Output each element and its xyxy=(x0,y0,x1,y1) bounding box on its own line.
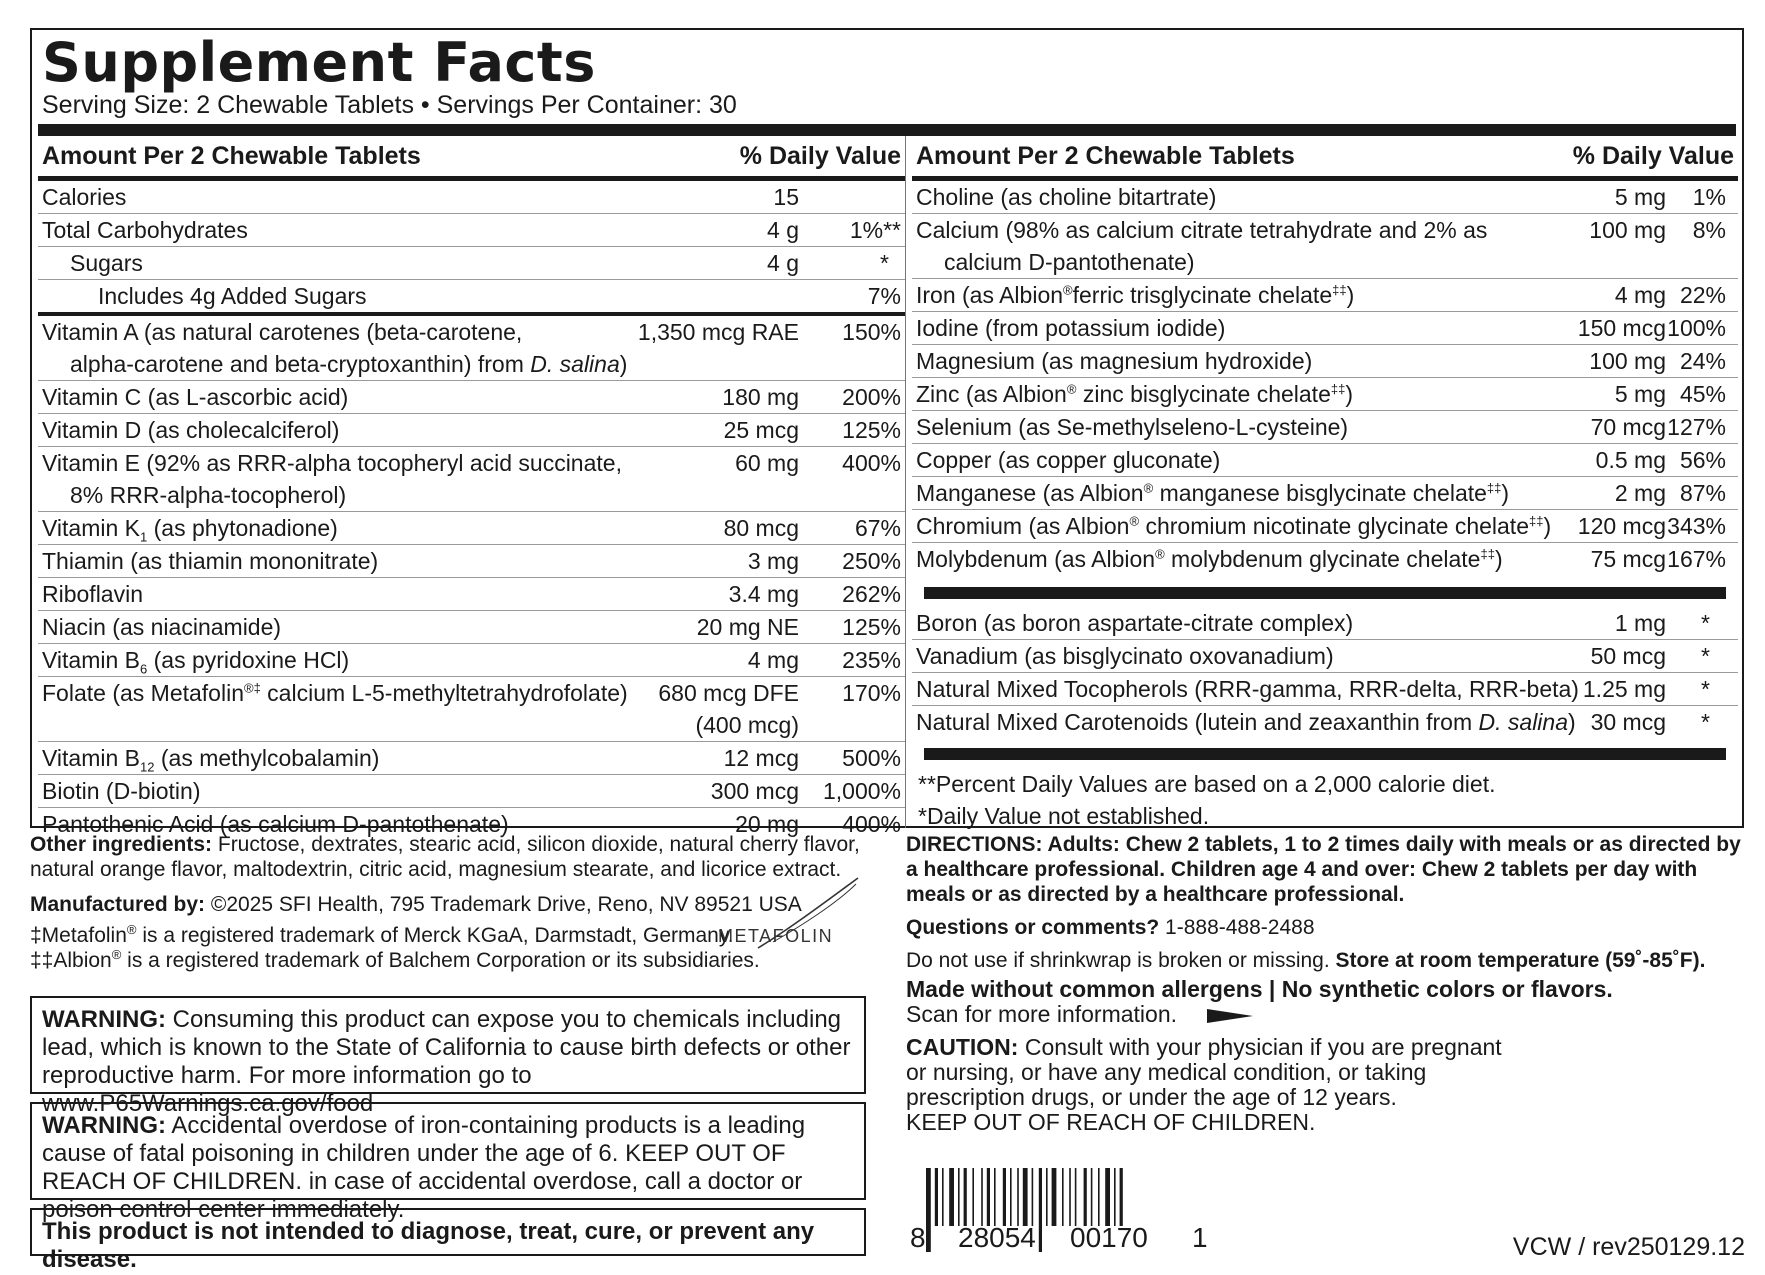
name-text: Iron (as Albion xyxy=(916,282,1064,308)
nutrient-row xyxy=(912,640,1738,673)
prop65-warning xyxy=(30,996,866,1117)
nutrient-amount: 5 mg xyxy=(1614,184,1666,210)
name-text: Natural Mixed Carotenoids (lutein and zeaxanthin from xyxy=(916,709,1479,735)
nutrient-amount: 3.4 mg xyxy=(728,581,799,607)
barcode-bar xyxy=(1105,1168,1110,1226)
nutrient-name: Vitamin D (as cholecalciferol) xyxy=(42,417,340,443)
nutrient-dv: 1,000% xyxy=(822,778,901,804)
name-text-post: zinc bisglycinate chelate xyxy=(1076,381,1331,407)
barcode-bar xyxy=(1052,1168,1057,1226)
name-text: Folate (as Metafolin xyxy=(42,680,244,706)
nutrient-name: Sugars xyxy=(70,250,143,276)
name-text: Vitamin K xyxy=(42,515,141,541)
nutrient-dv: 400% xyxy=(842,811,901,837)
name-text-end: ) xyxy=(1494,546,1503,572)
species-italic: D. salina xyxy=(1478,709,1568,735)
facts-title: Supplement Facts xyxy=(42,31,596,94)
name-superscript-2: ‡‡ xyxy=(1486,480,1502,496)
name-text-post: (as methylcobalamin) xyxy=(154,745,380,771)
name-superscript: ®‡ xyxy=(243,680,261,696)
nutrient-dv: 87% xyxy=(1679,480,1726,506)
name-superscript-2: ‡‡ xyxy=(1528,513,1544,529)
scan-note xyxy=(906,1002,1746,1027)
warning-label: WARNING: xyxy=(42,1112,166,1139)
column-header xyxy=(912,136,1738,181)
nutrient-dv: 8% xyxy=(1692,217,1726,243)
barcode-bar xyxy=(942,1168,944,1226)
directions: DIRECTIONS: Adults: Chew 2 tablets, 1 to 2 times daily with meals or as directed by a healthcare professional. Children age 4 and over: Chew 2 tablets per day with meals or as directed by a healthcare professional. xyxy=(906,833,1741,906)
nutrient-row xyxy=(912,378,1738,411)
nutrient-amount: 180 mg xyxy=(722,384,799,410)
name-superscript: ® xyxy=(1143,480,1154,496)
nutrient-amount: 70 mcg xyxy=(1590,414,1666,440)
section-bar xyxy=(924,587,1726,599)
name-line-2: 8% RRR-alpha-tocopherol) xyxy=(70,482,347,508)
name-text: Zinc (as Albion xyxy=(916,381,1067,407)
nutrient-dv: 150% xyxy=(842,319,901,345)
nutrient-dv: * xyxy=(1701,643,1710,669)
name-line-1: Vitamin E (92% as RRR-alpha tocopheryl acid succinate, xyxy=(42,450,622,476)
nutrient-row xyxy=(38,247,905,280)
nutrient-name: Vitamin C (as L-ascorbic acid) xyxy=(42,384,349,410)
keep-out-note: KEEP OUT OF REACH OF CHILDREN. xyxy=(906,1109,1316,1135)
nutrient-name: Boron (as boron aspartate-citrate complex) xyxy=(916,610,1354,636)
barcode-bar xyxy=(1039,1168,1042,1252)
nutrient-name xyxy=(42,316,627,380)
barcode-bar xyxy=(987,1168,990,1226)
nutrient-amount: 50 mcg xyxy=(1590,643,1666,669)
nutrient-dv: 125% xyxy=(842,614,901,640)
nutrient-dv: 127% xyxy=(1667,414,1726,440)
warning-label: WARNING: xyxy=(42,1006,166,1033)
name-text-post: calcium L-5-methyltetrahydrofolate) xyxy=(260,680,628,706)
barcode-bar xyxy=(949,1168,954,1226)
barcode-bar xyxy=(1046,1168,1048,1226)
nutrient-amount: 300 mcg xyxy=(710,778,799,804)
fda-disclaimer: This product is not intended to diagnose, treat, cure, or prevent any disease. xyxy=(30,1208,866,1256)
nutrient-name: Vanadium (as bisglycinato oxovanadium) xyxy=(916,643,1334,669)
nutrient-name: Includes 4g Added Sugars xyxy=(98,283,367,309)
nutrient-amount: 20 mg NE xyxy=(696,614,799,640)
supplement-facts-panel xyxy=(30,28,1744,837)
nutrient-row xyxy=(912,543,1738,575)
nutrient-name: Biotin (D-biotin) xyxy=(42,778,201,804)
nutrient-row xyxy=(912,411,1738,444)
nutrient-amount: 4 g xyxy=(767,250,799,276)
nutrient-row xyxy=(38,644,905,677)
footnote-not-established: *Daily Value not established. xyxy=(918,803,1210,829)
caution-label: CAUTION: xyxy=(906,1034,1019,1060)
amount-line-1: 680 mcg DFE xyxy=(658,680,799,706)
barcode-bar xyxy=(1084,1168,1087,1226)
nutrient-dv: * xyxy=(880,250,889,276)
nutrient-row xyxy=(38,280,905,316)
nutrient-name xyxy=(42,644,349,676)
nutrient-dv: 262% xyxy=(842,581,901,607)
revision-code: VCW / rev250129.12 xyxy=(1512,1233,1745,1261)
nutrient-row xyxy=(912,312,1738,345)
nutrient-amount: 1.25 mg xyxy=(1582,676,1666,702)
amount-line-2: (400 mcg) xyxy=(695,712,799,738)
nutrient-amount xyxy=(658,677,799,741)
barcode-bar xyxy=(972,1168,974,1226)
nutrient-dv: 200% xyxy=(842,384,901,410)
name-line-1: Vitamin A (as natural carotenes (beta-carotene, xyxy=(42,319,523,345)
allergen-note: Made without common allergens | No synthetic colors or flavors. xyxy=(906,976,1613,1002)
barcode-bar xyxy=(1075,1168,1077,1226)
nutrient-amount: 5 mg xyxy=(1614,381,1666,407)
manufacturer-text: ©2025 SFI Health, 795 Trademark Drive, Reno, NV 89521 USA xyxy=(205,893,802,916)
registered-mark: ® xyxy=(126,922,137,937)
nutrient-dv: 1% xyxy=(1692,184,1726,210)
nutrient-name: Iodine (from potassium iodide) xyxy=(916,315,1226,341)
nutrient-name: Total Carbohydrates xyxy=(42,217,248,243)
nutrient-row xyxy=(912,279,1738,312)
nutrient-amount: 75 mcg xyxy=(1590,546,1666,572)
barcode-bar xyxy=(1017,1168,1019,1226)
column-divider xyxy=(905,136,906,828)
nutrient-dv: * xyxy=(1701,676,1710,702)
trademark-2-text: is a registered trademark of Balchem Corporation or its subsidiaries. xyxy=(121,949,760,972)
nutrient-dv: * xyxy=(1701,709,1710,735)
nutrient-name xyxy=(916,378,1353,410)
barcode-digit-last: 1 xyxy=(1192,1222,1208,1253)
nutrient-row xyxy=(38,578,905,611)
bottom-right-info xyxy=(906,832,1746,1135)
nutrient-dv: 170% xyxy=(842,680,901,706)
name-line-2-end: ) xyxy=(619,351,628,377)
nutrient-dv: 167% xyxy=(1667,546,1726,572)
nutrient-amount: 20 mg xyxy=(735,811,799,837)
nutrient-amount: 60 mg xyxy=(735,450,799,476)
barcode-digits-left: 28054 xyxy=(958,1222,1036,1253)
name-text-post: chromium nicotinate glycinate chelate xyxy=(1139,513,1529,539)
nutrient-row xyxy=(38,742,905,775)
nutrient-row xyxy=(38,181,905,214)
nutrient-row xyxy=(38,447,905,512)
barcode-bar xyxy=(1062,1168,1064,1226)
species-italic: D. salina xyxy=(530,351,620,377)
name-text-end: ) xyxy=(1346,282,1355,308)
barcode-bar xyxy=(964,1168,967,1226)
name-superscript: ® xyxy=(1129,513,1140,529)
nutrient-name xyxy=(42,447,622,511)
nutrient-name xyxy=(916,510,1551,542)
storage-note: Store at room temperature (59˚-85˚F). xyxy=(1335,949,1706,972)
nutrient-name: Copper (as copper gluconate) xyxy=(916,447,1221,473)
trademark-2-name: ‡‡Albion xyxy=(30,949,112,972)
nutrient-name: Niacin (as niacinamide) xyxy=(42,614,282,640)
facts-left-column xyxy=(38,136,905,840)
nutrient-row xyxy=(912,345,1738,378)
nutrient-row xyxy=(38,414,905,447)
name-line-1: Calcium (98% as calcium citrate tetrahydrate and 2% as xyxy=(916,217,1488,243)
nutrient-dv: 500% xyxy=(842,745,901,771)
name-text-end: ) xyxy=(1568,709,1576,735)
name-superscript: ® xyxy=(1155,546,1165,562)
barcode-bar xyxy=(994,1168,996,1226)
barcode-bar xyxy=(1023,1168,1028,1226)
footnote-daily-values: **Percent Daily Values are based on a 2,000 calorie diet. xyxy=(918,771,1496,797)
name-line-2: calcium D-pantothenate) xyxy=(944,249,1195,275)
nutrient-amount: 3 mg xyxy=(747,548,799,574)
nutrient-name xyxy=(42,677,628,709)
nutrient-dv: 1%** xyxy=(849,217,901,243)
name-superscript-2: ‡‡ xyxy=(1330,381,1346,397)
name-text: Vitamin B xyxy=(42,745,141,771)
barcode-bar xyxy=(1114,1168,1116,1226)
warning-text: Consuming this product can expose you to chemicals including lead, which is known to the State of California to cause birth defects or other reproductive harm. For more information go to www.P65Warnings.ca.gov/food xyxy=(42,1006,851,1117)
name-line-2 xyxy=(42,348,627,380)
nutrient-amount: 120 mcg xyxy=(1577,513,1666,539)
storage-notes xyxy=(906,948,1746,973)
nutrient-row xyxy=(38,611,905,644)
nutrient-name xyxy=(916,214,1487,278)
nutrient-row xyxy=(912,510,1738,543)
serving-info: Serving Size: 2 Chewable Tablets • Servings Per Container: 30 xyxy=(42,91,737,119)
header-amount: Amount Per 2 Chewable Tablets xyxy=(42,142,421,170)
nutrient-dv: 45% xyxy=(1679,381,1726,407)
trademark-1-text: is a registered trademark of Merck KGaA, Darmstadt, Germany. xyxy=(136,924,734,947)
questions-phone: 1-888-488-2488 xyxy=(1159,916,1315,939)
caution xyxy=(906,1035,1526,1110)
nutrient-row xyxy=(912,477,1738,510)
name-text-end: ) xyxy=(1345,381,1354,407)
nutrient-dv: 56% xyxy=(1679,447,1726,473)
shrinkwrap-note: Do not use if shrinkwrap is broken or missing. xyxy=(906,949,1336,972)
name-superscript: ® xyxy=(1066,381,1077,397)
nutrient-amount: 1,350 mcg RAE xyxy=(637,319,799,345)
nutrient-row xyxy=(38,316,905,381)
barcode-bar xyxy=(1069,1168,1071,1226)
top-bar xyxy=(38,124,1736,136)
metafolin-logo-text: METAFOLIN xyxy=(718,926,834,946)
nutrient-name: Pantothenic Acid (as calcium D-pantothenate) xyxy=(42,811,509,837)
nutrient-amount: 0.5 mg xyxy=(1595,447,1666,473)
nutrient-name xyxy=(42,742,379,774)
name-subscript: 1 xyxy=(140,529,148,545)
arrow-right-icon xyxy=(1207,1009,1253,1023)
name-subscript: 12 xyxy=(140,759,155,775)
nutrient-row xyxy=(38,545,905,578)
nutrient-dv: 100% xyxy=(1667,315,1726,341)
nutrient-row xyxy=(38,381,905,414)
nutrient-name xyxy=(42,512,338,544)
nutrient-amount: 4 g xyxy=(767,217,799,243)
nutrient-amount: 30 mcg xyxy=(1590,709,1666,735)
barcode-bar xyxy=(1010,1168,1012,1226)
nutrient-dv: 7% xyxy=(867,283,901,309)
nutrient-row xyxy=(38,214,905,247)
nutrient-amount: 4 mg xyxy=(1614,282,1666,308)
name-text-end: ) xyxy=(1543,513,1552,539)
nutrient-dv: 343% xyxy=(1667,513,1726,539)
name-superscript: ® xyxy=(1063,282,1073,298)
nutrient-amount: 12 mcg xyxy=(723,745,799,771)
questions-label: Questions or comments? xyxy=(906,916,1160,939)
nutrient-name xyxy=(916,477,1509,509)
metafolin-logo xyxy=(718,870,868,960)
nutrient-name: Magnesium (as magnesium hydroxide) xyxy=(916,348,1313,374)
nutrient-name: Selenium (as Se-methylseleno-L-cysteine) xyxy=(916,414,1349,440)
nutrient-row xyxy=(38,775,905,808)
name-text-post: ferric trisglycinate chelate xyxy=(1072,282,1333,308)
nutrient-name: Thiamin (as thiamin mononitrate) xyxy=(42,548,379,574)
nutrient-amount: 100 mg xyxy=(1589,217,1666,243)
nutrient-row xyxy=(912,214,1738,279)
nutrient-amount: 2 mg xyxy=(1614,480,1666,506)
nutrient-row xyxy=(912,444,1738,477)
name-line-2-text: alpha-carotene and beta-cryptoxanthin) from xyxy=(70,351,531,377)
nutrient-dv: 235% xyxy=(842,647,901,673)
name-text: Chromium (as Albion xyxy=(916,513,1130,539)
iron-warning xyxy=(30,1102,866,1223)
nutrient-name: Natural Mixed Tocopherols (RRR-gamma, RRR-delta, RRR-beta) xyxy=(916,676,1579,702)
nutrient-dv: 400% xyxy=(842,450,901,476)
warning-text: Accidental overdose of iron-containing products is a leading cause of fatal poisoning in children under the age of 6. KEEP OUT OF REACH OF CHILDREN. in case of accidental overdose, call a doctor or poison control center immediately. xyxy=(42,1112,806,1223)
name-text-post: (as pyridoxine HCl) xyxy=(147,647,350,673)
section-bar xyxy=(924,748,1726,760)
nutrient-name: Calories xyxy=(42,184,127,210)
nutrient-name: Riboflavin xyxy=(42,581,143,607)
name-text: Manganese (as Albion xyxy=(916,480,1144,506)
other-ingredients-text: Fructose, dextrates, stearic acid, silicon dioxide, natural cherry flavor, natural orange flavor, maltodextrin, citric acid, magnesium stearate, and licorice extract. xyxy=(30,833,860,881)
nutrient-amount: 4 mg xyxy=(747,647,799,673)
name-text: Molybdenum (as Albion xyxy=(916,546,1156,572)
scan-text: Scan for more information. xyxy=(906,1001,1178,1027)
nutrient-dv: 22% xyxy=(1679,282,1726,308)
name-text-post: (as phytonadione) xyxy=(147,515,338,541)
name-text-post: manganese bisglycinate chelate xyxy=(1153,480,1487,506)
nutrient-name: Choline (as choline bitartrate) xyxy=(916,184,1217,210)
barcode-bar xyxy=(926,1168,931,1252)
barcode-bar xyxy=(1098,1168,1100,1226)
barcode-bar xyxy=(981,1168,983,1226)
nutrient-amount: 80 mcg xyxy=(723,515,799,541)
other-ingredients-label: Other ingredients: xyxy=(30,833,213,856)
nutrient-row xyxy=(38,512,905,545)
nutrient-amount: 1 mg xyxy=(1614,610,1666,636)
barcode-bar xyxy=(935,1168,938,1226)
column-header xyxy=(38,136,905,181)
barcode-digits-right: 00170 xyxy=(1070,1222,1148,1253)
nutrient-row xyxy=(38,677,905,742)
nutrient-dv: 67% xyxy=(854,515,901,541)
nutrient-dv: * xyxy=(1701,610,1710,636)
questions xyxy=(906,915,1746,940)
nutrient-dv: 250% xyxy=(842,548,901,574)
nutrient-amount: 150 mcg xyxy=(1577,315,1666,341)
header-daily-value: % Daily Value xyxy=(739,142,901,170)
name-superscript-2: ‡‡ xyxy=(1480,546,1495,562)
barcode-bar xyxy=(1120,1168,1123,1226)
barcode-bar xyxy=(958,1168,960,1226)
barcode-bar xyxy=(1003,1168,1006,1226)
nutrient-name xyxy=(916,279,1354,311)
nutrient-row xyxy=(912,181,1738,214)
facts-right-column xyxy=(912,136,1738,832)
nutrient-row xyxy=(912,706,1738,738)
caution-text: Consult with your physician if you are pregnant or nursing, or have any medical condition, or taking prescription drugs, or under the age of 12 years. xyxy=(906,1034,1502,1110)
nutrient-row xyxy=(912,673,1738,706)
nutrient-amount: 25 mcg xyxy=(723,417,799,443)
nutrient-name xyxy=(916,706,1576,738)
nutrient-row xyxy=(912,607,1738,640)
registered-mark: ® xyxy=(111,947,122,962)
name-text: Vitamin B xyxy=(42,647,141,673)
header-amount: Amount Per 2 Chewable Tablets xyxy=(916,142,1295,170)
header-daily-value: % Daily Value xyxy=(1572,142,1734,170)
nutrient-dv: 24% xyxy=(1679,348,1726,374)
barcode-bar xyxy=(1032,1168,1034,1226)
name-text-post: molybdenum glycinate chelate xyxy=(1164,546,1481,572)
nutrient-amount: 100 mg xyxy=(1589,348,1666,374)
name-text-end: ) xyxy=(1501,480,1510,506)
barcode-bar xyxy=(1091,1168,1093,1226)
nutrient-amount: 15 xyxy=(773,184,799,210)
name-subscript: 6 xyxy=(140,661,148,677)
barcode-digit-first: 8 xyxy=(910,1222,926,1253)
name-superscript-2: ‡‡ xyxy=(1332,282,1347,298)
nutrient-name xyxy=(916,543,1503,575)
nutrient-dv: 125% xyxy=(842,417,901,443)
manufacturer-label: Manufactured by: xyxy=(30,893,206,916)
trademark-1-name: ‡Metafolin xyxy=(30,924,127,947)
